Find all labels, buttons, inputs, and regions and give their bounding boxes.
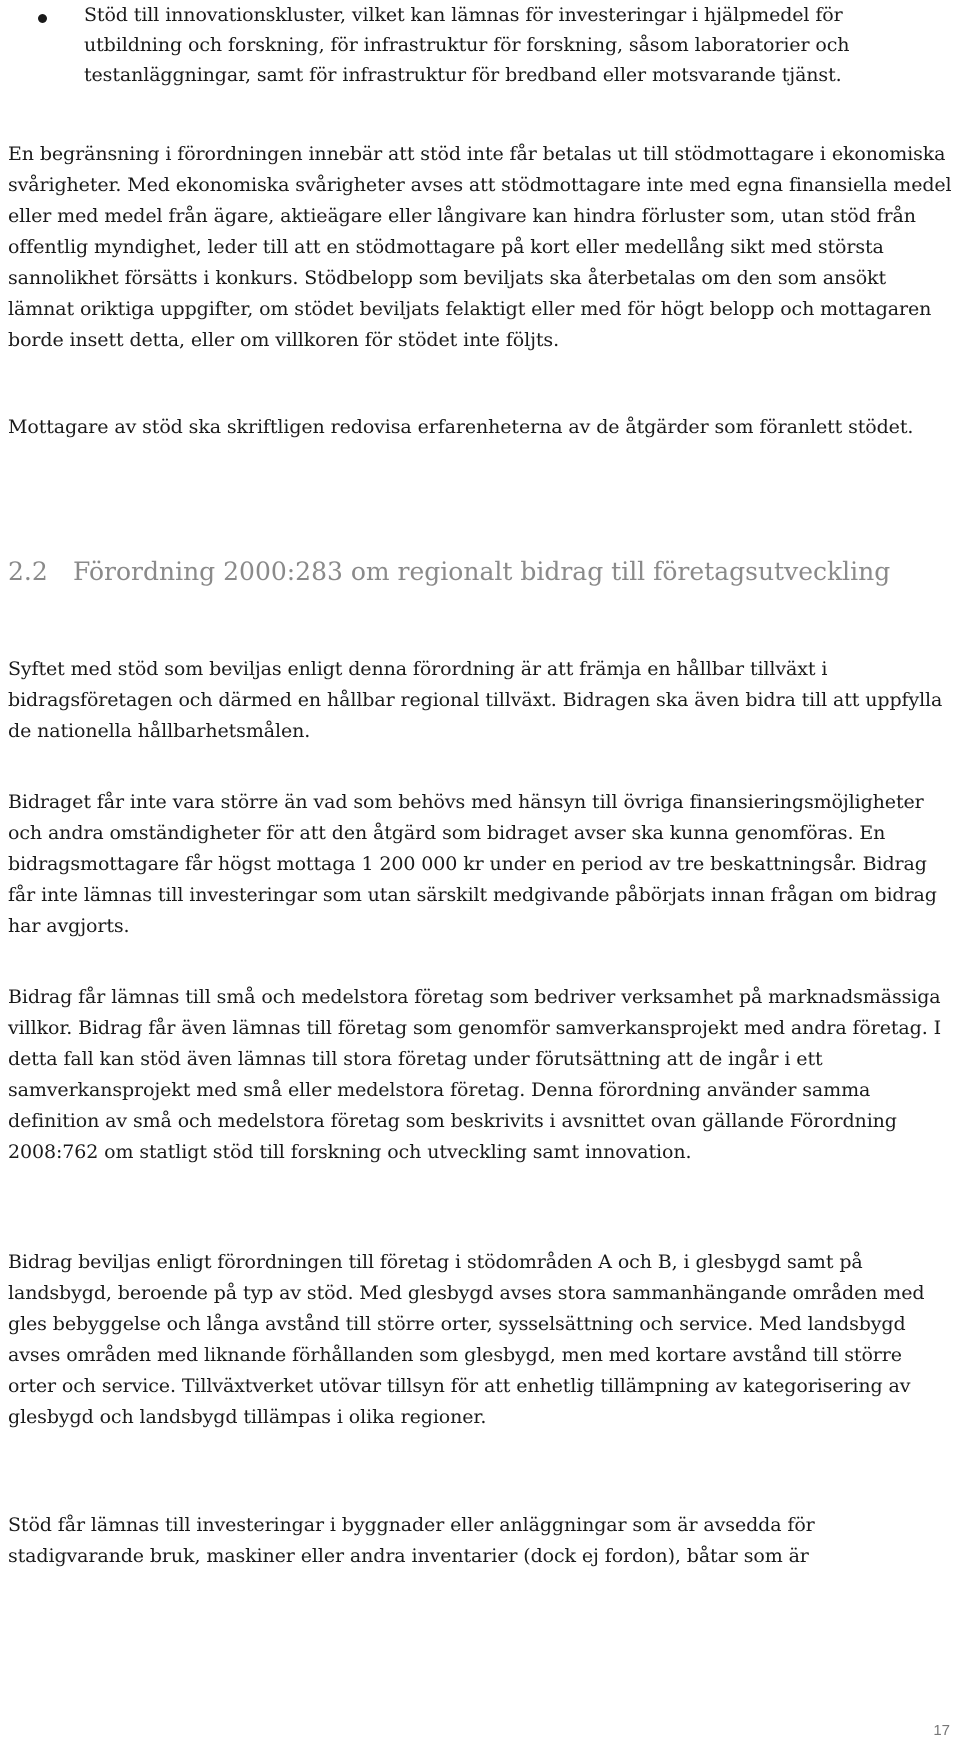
paragraph-grant-limits: Bidraget får inte vara större än vad som behövs med hänsyn till övriga finansieringsmöjligheter och andra omständigheter för att den åtgärd som bidraget avser ska kunna genomföras. En bidragsmottagare får högst mottaga 1 200 000 kr under en period av tre beskattningsår. Bidrag får inte lämnas till investeringar som utan särskilt medgivande påbörjats innan frågan om bidrag har avgjorts. [8,791,937,937]
paragraph-investments: Stöd får lämnas till investeringar i byggnader eller anläggningar som är avsedda för stadigvarande bruk, maskiner eller andra inventarier (dock ej fordon), båtar som är [8,1514,815,1567]
paragraph-regions: Bidrag beviljas enligt förordningen till företag i stödområden A och B, i glesbygd samt på landsbygd, beroende på typ av stöd. Med glesbygd avses stora sammanhängande områden med gles bebyggelse och långa avstånd till större orter, sysselsättning och service. Med landsbygd avses områden med liknande förhållanden som glesbygd, men med kortare avstånd till större orter och service. Tillväxtverket utövar tillsyn för att enhetlig tillämpning av kategorisering av glesbygd och landsbygd tillämpas i olika regioner. [8,1251,925,1428]
bullet-item: Stöd till innovationskluster, vilket kan lämnas för investeringar i hjälpmedel för utbildning och forskning, för infrastruktur för forskning, såsom laboratorier och testanläggningar, samt för infrastruktur för bredband eller motsvarande tjänst. [84,4,850,86]
paragraph-reporting: Mottagare av stöd ska skriftligen redovisa erfarenheterna av de åtgärder som föranlett stödet. [8,416,914,438]
section-title: Förordning 2000:283 om regionalt bidrag till företagsutveckling [73,557,891,586]
paragraph-purpose: Syftet med stöd som beviljas enligt denna förordning är att främja en hållbar tillväxt i bidragsföretagen och därmed en hållbar regional tillväxt. Bidragen ska även bidra till att uppfylla de nationella hållbarhetsmålen. [8,658,943,742]
paragraph-financial-difficulties: En begränsning i förordningen innebär att stöd inte får betalas ut till stödmottagare i ekonomiska svårigheter. Med ekonomiska svårigheter avses att stödmottagare inte med egna finansiella medel eller med medel från ägare, aktieägare eller långivare kan hindra förluster som, utan stöd från offentlig myndighet, leder till att en stödmottagare på kort eller medellång sikt med största sannolikhet försätts i konkurs. Stödbelopp som beviljats ska återbetalas om den som ansökt lämnat oriktiga uppgifter, om stödet beviljats felaktigt eller med för högt belopp och mottagaren borde insett detta, eller om villkoren för stödet inte följts. [8,143,952,351]
section-number: 2.2 [8,557,48,586]
paragraph-eligible-companies: Bidrag får lämnas till små och medelstora företag som bedriver verksamhet på marknadsmässiga villkor. Bidrag får även lämnas till företag som genomför samverkansprojekt med andra företag. I detta fall kan stöd även lämnas till stora företag under förutsättning att de ingår i ett samverkansprojekt med små eller medelstora företag. Denna förordning använder samma definition av små och medelstora företag som beskrivits i avsnittet ovan gällande Förordning 2008:762 om statligt stöd till forskning och utveckling samt innovation. [8,986,941,1163]
bullet-dot-icon [38,14,47,23]
page-number: 17 [933,1722,950,1739]
